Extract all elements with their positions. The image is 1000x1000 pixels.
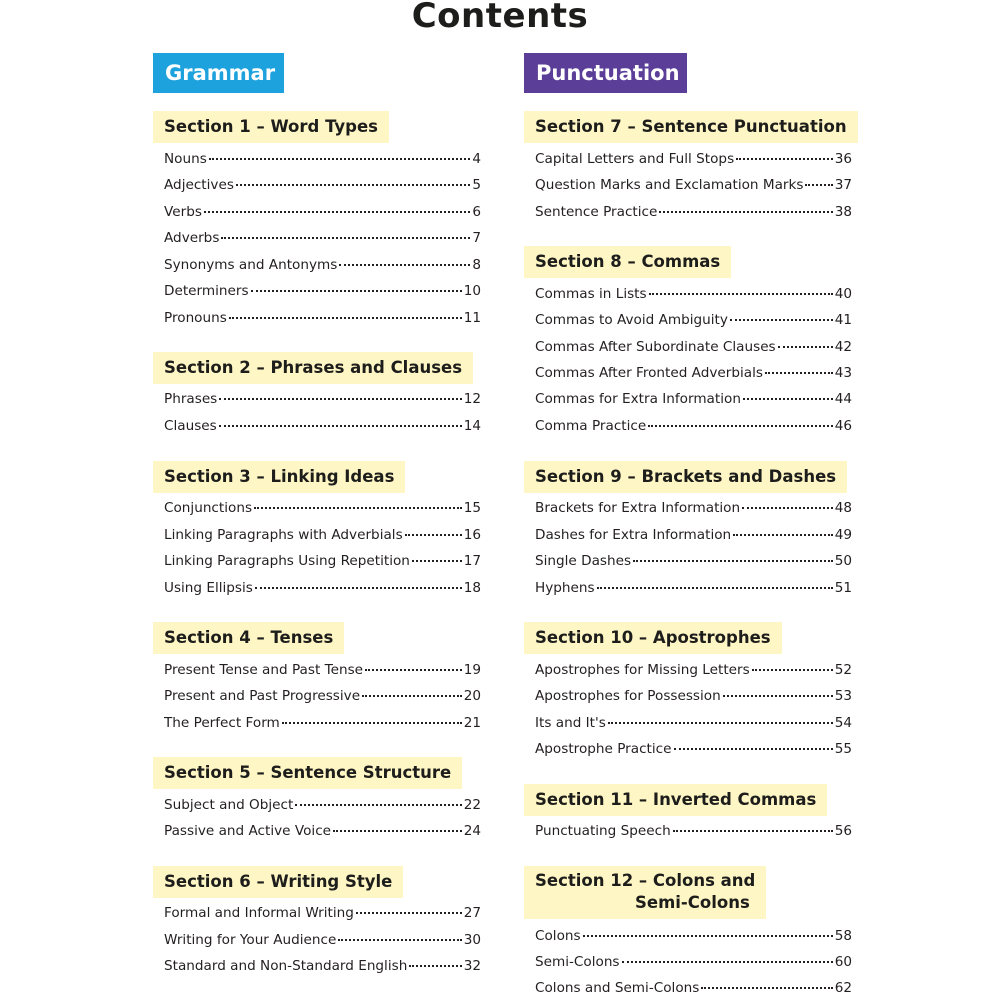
leader-dots: [736, 158, 833, 160]
page-number: 51: [834, 580, 852, 596]
toc-entry[interactable]: [535, 954, 852, 974]
page-number: 53: [834, 688, 852, 704]
toc-entry[interactable]: [164, 823, 481, 843]
leader-dots: [204, 211, 470, 213]
page-number: 11: [463, 310, 481, 326]
page-number: 30: [463, 932, 481, 948]
page-number: 27: [463, 905, 481, 921]
toc-entry[interactable]: [535, 391, 852, 411]
entry-title: The Perfect Form: [164, 715, 280, 731]
page-number: 22: [463, 797, 481, 813]
entry-title: Adverbs: [164, 230, 220, 246]
toc-entry[interactable]: [535, 365, 852, 385]
entry-title: Colons: [535, 928, 581, 944]
entry-title: Nouns: [164, 151, 207, 167]
section-heading: Section 1 – Word Types: [153, 111, 389, 143]
leader-dots: [730, 319, 833, 321]
toc-entry[interactable]: [164, 958, 481, 978]
toc-entry[interactable]: [535, 500, 852, 520]
entry-title: Determiners: [164, 283, 249, 299]
section-heading: Section 9 – Brackets and Dashes: [524, 461, 847, 493]
toc-entry[interactable]: [535, 823, 852, 843]
entry-title: Punctuating Speech: [535, 823, 671, 839]
page-number: 18: [463, 580, 481, 596]
leader-dots: [583, 935, 833, 937]
page-number: 6: [472, 204, 481, 220]
page-number: 46: [834, 418, 852, 434]
page-number: 12: [463, 391, 481, 407]
page-number: 40: [834, 286, 852, 302]
toc-entry[interactable]: [535, 527, 852, 547]
entry-title: Writing for Your Audience: [164, 932, 337, 948]
page-number: 36: [834, 151, 852, 167]
page-number: 15: [463, 500, 481, 516]
leader-dots: [254, 507, 462, 509]
entry-title: Verbs: [164, 204, 202, 220]
entry-title: Commas After Fronted Adverbials: [535, 365, 763, 381]
entry-title: Formal and Informal Writing: [164, 905, 354, 921]
entry-title: Present and Past Progressive: [164, 688, 361, 704]
leader-dots: [409, 965, 461, 967]
toc-entry[interactable]: [164, 391, 481, 411]
leader-dots: [742, 507, 833, 509]
entry-title: Apostrophes for Missing Letters: [535, 662, 750, 678]
page-number: 14: [463, 418, 481, 434]
entry-title: Semi-Colons: [535, 954, 620, 970]
entry-title: Apostrophes for Possession: [535, 688, 721, 704]
leader-dots: [229, 317, 462, 319]
entry-title: Adjectives: [164, 177, 234, 193]
toc-entry[interactable]: [164, 553, 481, 573]
entry-title: Brackets for Extra Information: [535, 500, 741, 516]
section-heading: Section 3 – Linking Ideas: [153, 461, 405, 493]
leader-dots: [597, 587, 833, 589]
toc-entry[interactable]: [535, 662, 852, 682]
page-number: 42: [834, 339, 852, 355]
entry-title: Pronouns: [164, 310, 227, 326]
toc-entry[interactable]: [535, 715, 852, 735]
leader-dots: [649, 293, 833, 295]
entry-title: Linking Paragraphs with Adverbials: [164, 527, 403, 543]
leader-dots: [701, 987, 832, 989]
entry-title: Present Tense and Past Tense: [164, 662, 364, 678]
page-number: 52: [834, 662, 852, 678]
page-number: 48: [834, 500, 852, 516]
page-number: 44: [834, 391, 852, 407]
toc-entry[interactable]: [535, 312, 852, 332]
section-heading: Section 6 – Writing Style: [153, 866, 403, 898]
entry-title: Commas to Avoid Ambiguity: [535, 312, 728, 328]
entry-title: Sentence Practice: [535, 204, 658, 220]
toc-entry[interactable]: [535, 980, 852, 1000]
toc-entry[interactable]: [535, 580, 852, 600]
section-heading: Section 2 – Phrases and Clauses: [153, 352, 473, 384]
leader-dots: [633, 560, 833, 562]
section-heading-line1: Section 12 – Colons and: [535, 871, 756, 890]
toc-entry[interactable]: [535, 688, 852, 708]
entry-title: Single Dashes: [535, 553, 632, 569]
leader-dots: [251, 290, 462, 292]
toc-entry[interactable]: [535, 286, 852, 306]
toc-entry[interactable]: [535, 741, 852, 761]
entry-title: Linking Paragraphs Using Repetition: [164, 553, 410, 569]
leader-dots: [805, 184, 832, 186]
leader-dots: [356, 912, 462, 914]
page-number: 17: [463, 553, 481, 569]
leader-dots: [405, 534, 462, 536]
toc-entry[interactable]: [164, 527, 481, 547]
section-heading: [524, 866, 766, 919]
page-number: 43: [834, 365, 852, 381]
leader-dots: [733, 534, 833, 536]
leader-dots: [622, 961, 833, 963]
toc-entry[interactable]: [164, 715, 481, 735]
leader-dots: [673, 830, 833, 832]
entry-title: Its and It's: [535, 715, 606, 731]
section-heading-line2: Semi-Colons: [635, 893, 750, 912]
page-number: 24: [463, 823, 481, 839]
entry-title: Synonyms and Antonyms: [164, 257, 338, 273]
entry-title: Hyphens: [535, 580, 595, 596]
toc-entry[interactable]: [164, 418, 481, 438]
entry-title: Apostrophe Practice: [535, 741, 672, 757]
entry-title: Subject and Object: [164, 797, 294, 813]
entry-title: Comma Practice: [535, 418, 647, 434]
leader-dots: [339, 264, 470, 266]
leader-dots: [219, 425, 462, 427]
toc-entry[interactable]: [164, 230, 481, 250]
entry-title: Passive and Active Voice: [164, 823, 332, 839]
page-number: 62: [834, 980, 852, 996]
page-number: 38: [834, 204, 852, 220]
toc-entry[interactable]: [535, 204, 852, 224]
section-heading: Section 10 – Apostrophes: [524, 622, 782, 654]
section-heading: Section 11 – Inverted Commas: [524, 784, 827, 816]
page-number: 5: [472, 177, 481, 193]
toc-entry[interactable]: [164, 310, 481, 330]
section-heading: Section 4 – Tenses: [153, 622, 344, 654]
page-number: 10: [463, 283, 481, 299]
toc-entry[interactable]: [164, 151, 481, 171]
toc-entry[interactable]: [535, 928, 852, 948]
page-number: 20: [463, 688, 481, 704]
page-number: 32: [463, 958, 481, 974]
entry-title: Conjunctions: [164, 500, 253, 516]
leader-dots: [295, 804, 461, 806]
leader-dots: [255, 587, 462, 589]
entry-title: Commas in Lists: [535, 286, 647, 302]
toc-entry[interactable]: [164, 905, 481, 925]
page-number: 21: [463, 715, 481, 731]
toc-entry[interactable]: [164, 797, 481, 817]
punctuation-part-label: Punctuation: [524, 53, 687, 93]
leader-dots: [219, 398, 461, 400]
leader-dots: [338, 939, 461, 941]
leader-dots: [752, 669, 833, 671]
entry-title: Capital Letters and Full Stops: [535, 151, 735, 167]
entry-title: Phrases: [164, 391, 218, 407]
entry-title: Using Ellipsis: [164, 580, 253, 596]
leader-dots: [333, 830, 462, 832]
toc-entry[interactable]: [164, 257, 481, 277]
entry-title: Question Marks and Exclamation Marks: [535, 177, 804, 193]
entry-title: Commas for Extra Information: [535, 391, 741, 407]
page-number: 8: [472, 257, 481, 273]
leader-dots: [743, 398, 833, 400]
page-number: 41: [834, 312, 852, 328]
page-number: 50: [834, 553, 852, 569]
page-number: 4: [472, 151, 481, 167]
entry-title: Commas After Subordinate Clauses: [535, 339, 776, 355]
leader-dots: [608, 722, 833, 724]
leader-dots: [365, 669, 462, 671]
section-heading: Section 8 – Commas: [524, 246, 731, 278]
leader-dots: [765, 372, 833, 374]
page-number: 54: [834, 715, 852, 731]
toc-entry[interactable]: [535, 418, 852, 438]
leader-dots: [723, 695, 833, 697]
leader-dots: [209, 158, 471, 160]
page-number: 58: [834, 928, 852, 944]
grammar-part-label: Grammar: [153, 53, 284, 93]
leader-dots: [236, 184, 470, 186]
leader-dots: [659, 211, 832, 213]
toc-entry[interactable]: [164, 500, 481, 520]
toc-entry[interactable]: [164, 177, 481, 197]
page-number: 56: [834, 823, 852, 839]
section-heading: Section 5 – Sentence Structure: [153, 757, 462, 789]
page-number: 16: [463, 527, 481, 543]
toc-entry[interactable]: [535, 151, 852, 171]
leader-dots: [221, 237, 470, 239]
toc-entry[interactable]: [164, 580, 481, 600]
toc-entry[interactable]: [535, 339, 852, 359]
page-number: 7: [472, 230, 481, 246]
toc-entry[interactable]: [164, 283, 481, 303]
entry-title: Clauses: [164, 418, 217, 434]
leader-dots: [282, 722, 462, 724]
page-number: 49: [834, 527, 852, 543]
section-heading: Section 7 – Sentence Punctuation: [524, 111, 858, 143]
toc-entry[interactable]: [535, 177, 852, 197]
leader-dots: [362, 695, 462, 697]
toc-entry[interactable]: [164, 932, 481, 952]
toc-entry[interactable]: [535, 553, 852, 573]
leader-dots: [412, 560, 462, 562]
entry-title: Standard and Non-Standard English: [164, 958, 408, 974]
page-title: Contents: [411, 0, 589, 36]
page-number: 19: [463, 662, 481, 678]
leader-dots: [648, 425, 832, 427]
leader-dots: [778, 346, 833, 348]
toc-entry[interactable]: [164, 688, 481, 708]
toc-entry[interactable]: [164, 204, 481, 224]
toc-entry[interactable]: [164, 662, 481, 682]
leader-dots: [674, 748, 833, 750]
entry-title: Colons and Semi-Colons: [535, 980, 700, 996]
page-number: 55: [834, 741, 852, 757]
page-number: 60: [834, 954, 852, 970]
entry-title: Dashes for Extra Information: [535, 527, 732, 543]
page-number: 37: [834, 177, 852, 193]
